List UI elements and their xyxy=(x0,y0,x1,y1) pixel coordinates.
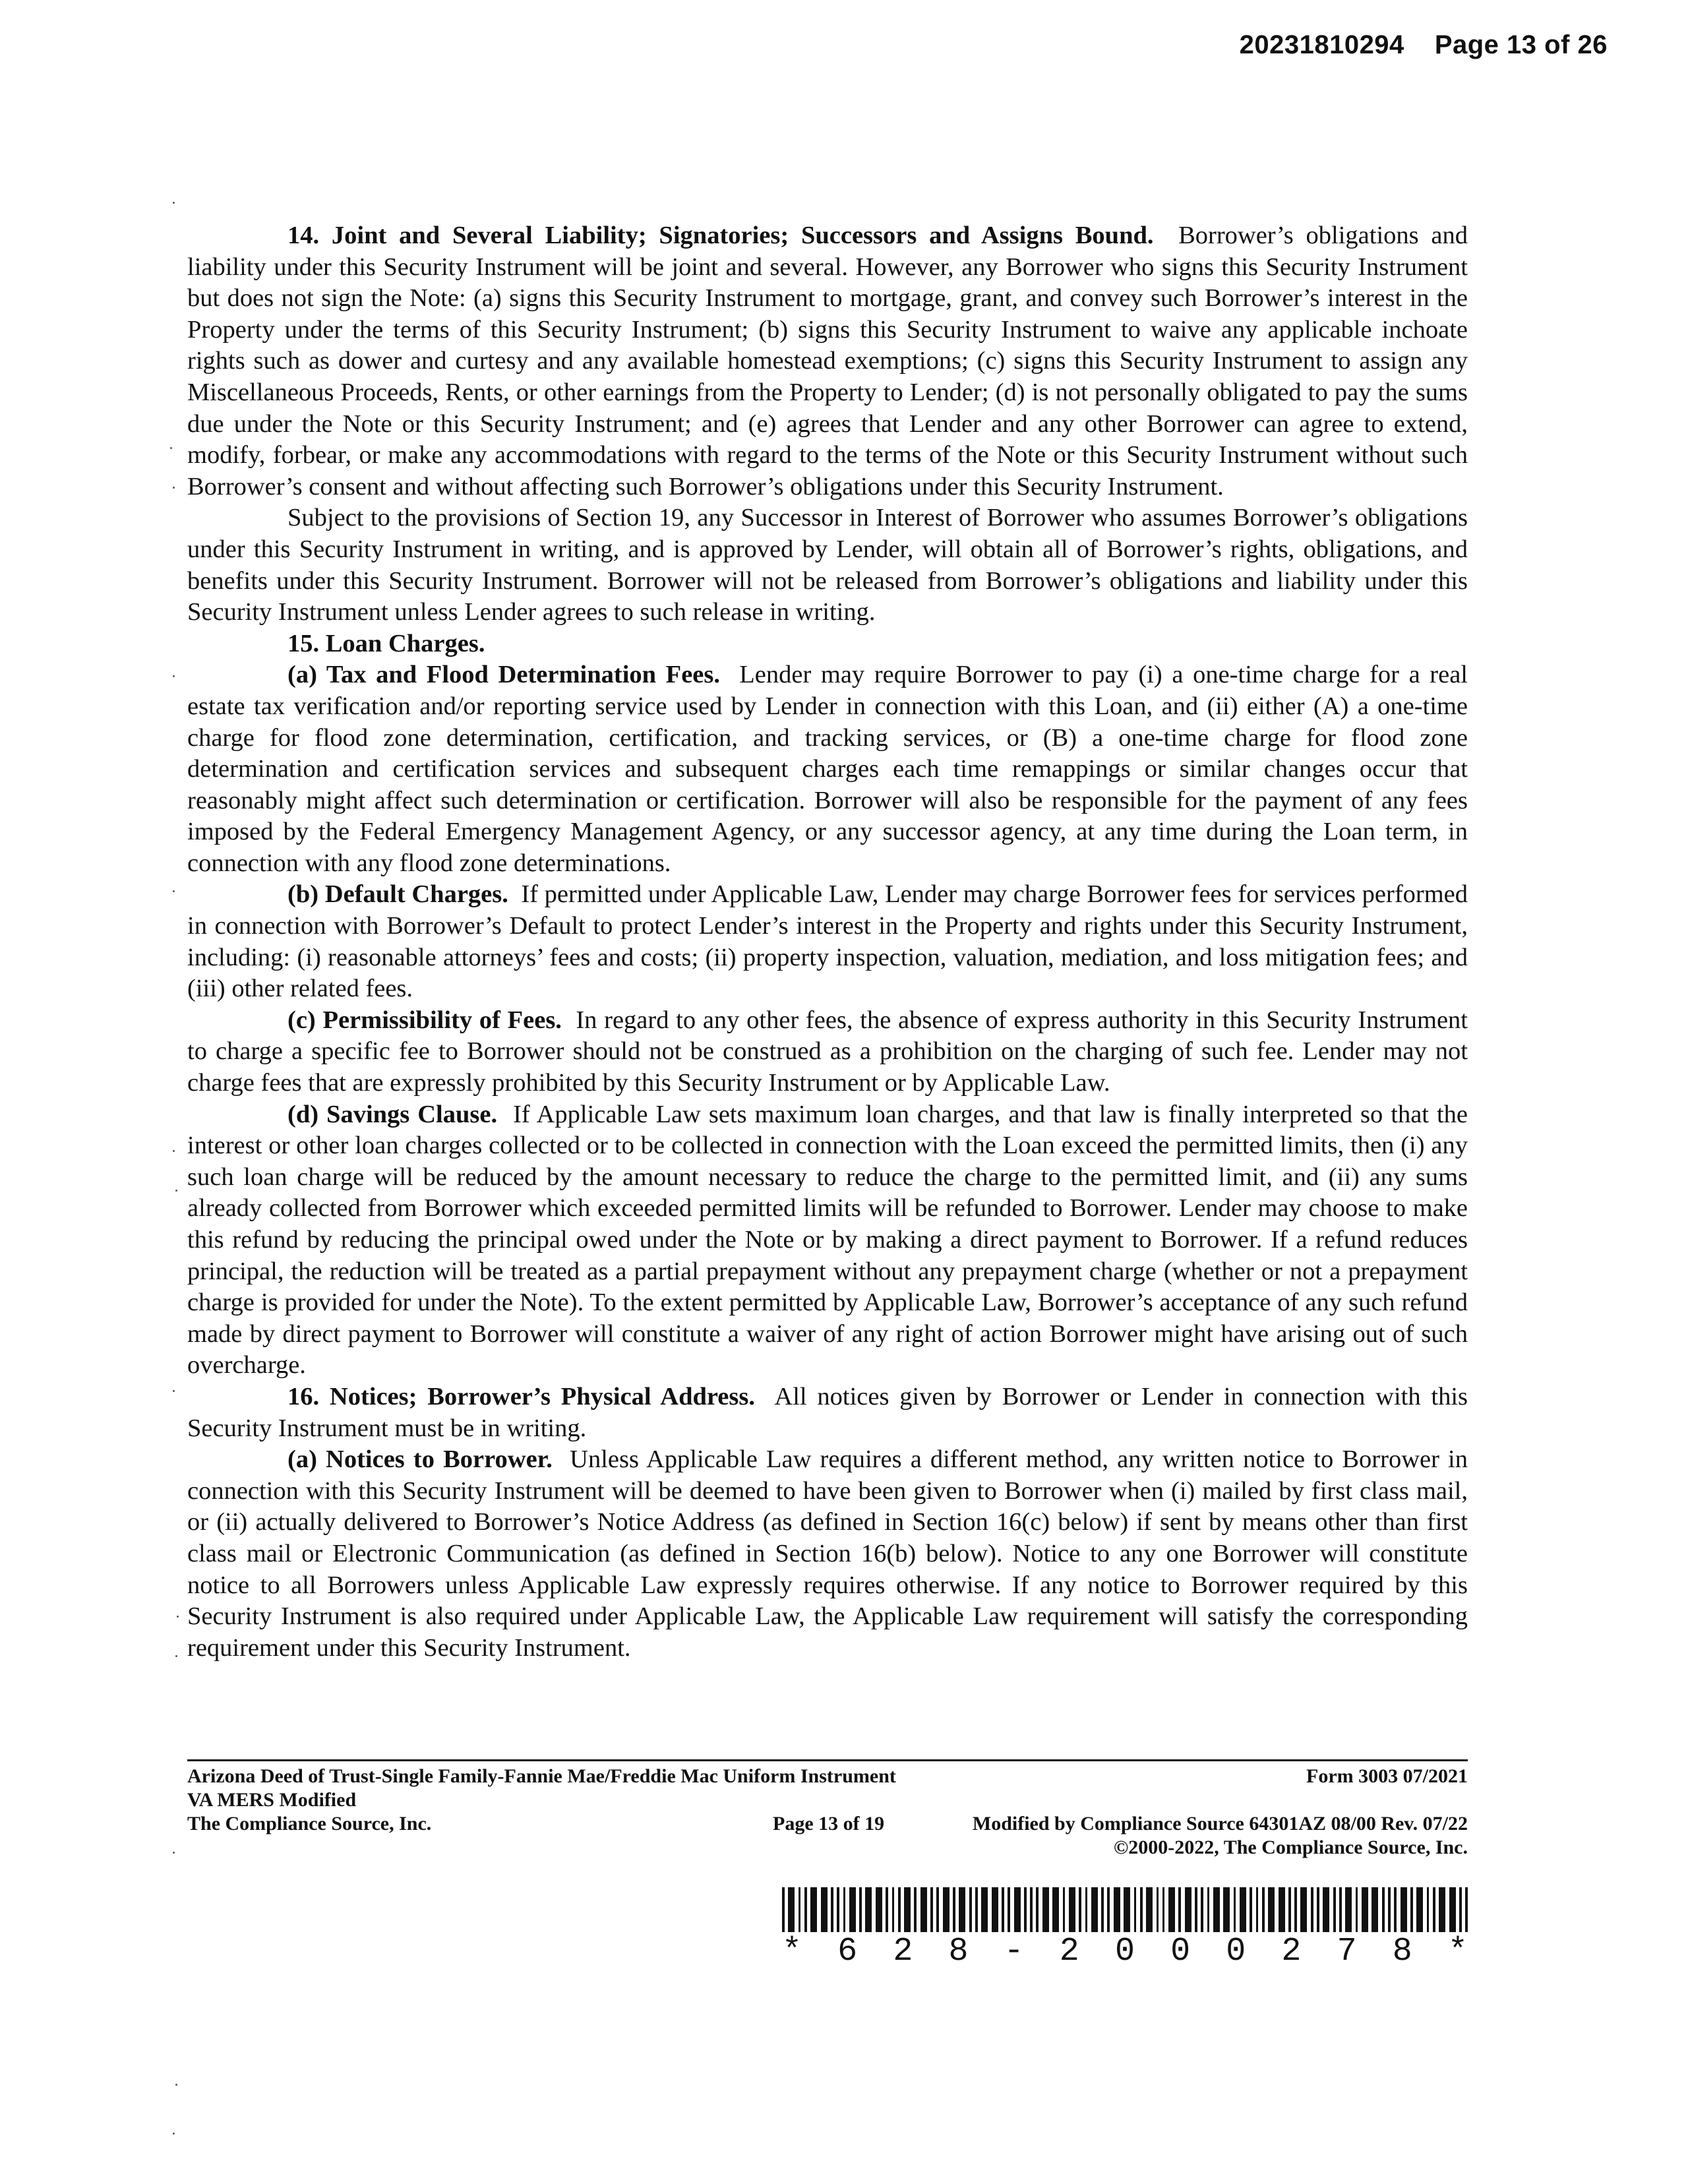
barcode-bar xyxy=(1185,1887,1191,1932)
barcode-bar xyxy=(1014,1887,1021,1932)
barcode-bar xyxy=(904,1887,911,1932)
footer-form-title: Arizona Deed of Trust-Single Family-Fannie Mae/Freddie Mac Uniform Instrument xyxy=(187,1765,896,1787)
barcode-bar xyxy=(1311,1887,1313,1932)
section-14-heading: 14. Joint and Several Liability; Signatories; Successors and Assigns Bound. xyxy=(287,222,1154,249)
barcode-bar xyxy=(843,1887,846,1932)
barcode-bar xyxy=(1449,1887,1456,1932)
section-14-paragraph-1 xyxy=(187,220,1468,502)
barcode-bar xyxy=(1091,1887,1098,1932)
barcode-bar xyxy=(876,1887,882,1932)
barcode-bar xyxy=(975,1887,978,1932)
barcode-bar xyxy=(1372,1887,1378,1932)
barcode-character: 2 xyxy=(1281,1933,1302,1970)
scan-speck xyxy=(175,1655,177,1657)
barcode-bar xyxy=(886,1887,888,1932)
barcode-bar xyxy=(981,1887,988,1932)
recording-number: 20231810294 xyxy=(1239,30,1404,59)
barcode-bar xyxy=(1388,1887,1391,1932)
barcode-bar xyxy=(1362,1887,1368,1932)
barcode-character: 0 xyxy=(1170,1933,1191,1970)
barcode-character: 0 xyxy=(1226,1933,1246,1970)
section-15d-paragraph xyxy=(187,1099,1468,1381)
barcode-bar xyxy=(943,1887,950,1932)
barcode-bar xyxy=(959,1887,965,1932)
barcode-bar xyxy=(992,1887,998,1932)
barcode-bar xyxy=(1162,1887,1165,1932)
barcode-bar xyxy=(1323,1887,1329,1932)
barcode-bar xyxy=(1079,1887,1081,1932)
barcode-bar xyxy=(1339,1887,1342,1932)
barcode-bar xyxy=(1294,1887,1297,1932)
barcode-bar xyxy=(892,1887,895,1932)
barcode-character: 2 xyxy=(893,1933,913,1970)
barcode-bar xyxy=(1063,1887,1066,1932)
section-15-heading-paragraph xyxy=(187,628,1468,660)
barcode-bar xyxy=(1234,1887,1236,1932)
barcode-bar xyxy=(1401,1887,1407,1932)
recording-page-number: Page 13 of 26 xyxy=(1434,30,1608,59)
barcode xyxy=(782,1887,1468,1932)
footer-divider xyxy=(187,1759,1468,1761)
barcode-bar xyxy=(1052,1887,1059,1932)
barcode-bar xyxy=(1279,1887,1285,1932)
footer-company: The Compliance Source, Inc. xyxy=(187,1813,432,1835)
barcode-bar xyxy=(1356,1887,1358,1932)
barcode-bar xyxy=(1024,1887,1027,1932)
barcode-bar xyxy=(859,1887,862,1932)
section-15c-text: In regard to any other fees, the absence of express authority in this Security Instrument to charge a specific fee to Borrower should not be construed as a prohibition on the charging of such fee. Lender may not charge fees that are expressly prohibited by this Security Instrument or by Applicable Law. xyxy=(187,1006,1468,1097)
scan-speck xyxy=(173,890,175,892)
barcode-bar xyxy=(788,1887,795,1932)
section-16-heading: 16. Notices; Borrower’s Physical Address. xyxy=(287,1382,755,1410)
barcode-character: 8 xyxy=(948,1933,969,1970)
section-15d-heading: (d) Savings Clause. xyxy=(287,1100,498,1128)
section-15-heading: 15. Loan Charges. xyxy=(287,629,485,657)
section-16-text: All notices given by Borrower or Lender in connection with this Security Instrument must be in writing. xyxy=(187,1382,1468,1442)
barcode-character: 2 xyxy=(1059,1933,1079,1970)
section-14-text: Borrower’s obligations and liability under this Security Instrument will be joint and several. However, any Borrower who signs this Security Instrument but does not sign the Note: (a) signs this Security Instrument to mortgage, grant, and convey such Borrower’s interest in the Property under the terms of this Security Instrument; (b) signs this Security Instrument to waive any applicable inchoate rights such as dower and curtesy and any available homestead exemptions; (c) signs this Security Instrument to assign any Miscellaneous Proceeds, Rents, or other earnings from the Property to Lender; (d) is not personally obligated to pay the sums due under the Note or this Security Instrument; and (e) agrees that Lender and any other Borrower can agree to extend, modify, forbear, or make any accommodations with regard to the terms of the Note or this Security Instrument without such Borrower’s consent and without affecting such Borrower’s obligations under this Security Instrument. xyxy=(187,222,1468,501)
barcode-bar xyxy=(1268,1887,1275,1932)
scan-speck xyxy=(173,202,175,204)
scan-speck xyxy=(173,1390,175,1392)
barcode-bar xyxy=(1178,1887,1181,1932)
footer-copyright: ©2000-2022, The Compliance Source, Inc. xyxy=(1113,1836,1468,1858)
scan-speck xyxy=(173,1852,175,1854)
barcode-character: * xyxy=(782,1933,802,1970)
barcode-bar xyxy=(1002,1887,1004,1932)
barcode-bar xyxy=(821,1887,828,1932)
barcode-bar xyxy=(810,1887,817,1932)
barcode-bar xyxy=(1439,1887,1445,1932)
barcode-bar xyxy=(1157,1887,1159,1932)
barcode-bar xyxy=(1262,1887,1265,1932)
section-15b-paragraph xyxy=(187,879,1468,1004)
barcode-bar xyxy=(1085,1887,1088,1932)
barcode-bar xyxy=(799,1887,801,1932)
scan-speck xyxy=(170,447,172,449)
section-15c-paragraph xyxy=(187,1005,1468,1099)
barcode-bar xyxy=(920,1887,927,1932)
barcode-bar xyxy=(1300,1887,1307,1932)
barcode-character: 0 xyxy=(1114,1933,1135,1970)
scan-speck xyxy=(173,1150,175,1152)
barcode-bar xyxy=(1030,1887,1033,1932)
barcode-bar xyxy=(1345,1887,1352,1932)
barcode-bar xyxy=(1213,1887,1220,1932)
barcode-bar xyxy=(1410,1887,1413,1932)
barcode-bar xyxy=(1195,1887,1197,1932)
barcode-bar xyxy=(1382,1887,1385,1932)
document-body xyxy=(187,220,1468,1664)
barcode-bar xyxy=(1288,1887,1291,1932)
section-15a-heading: (a) Tax and Flood Determination Fees. xyxy=(287,661,720,689)
section-15a-paragraph xyxy=(187,659,1468,879)
barcode-character: 6 xyxy=(837,1933,858,1970)
section-15d-text: If Applicable Law sets maximum loan charges, and that law is finally interpreted so that the interest or other loan charges collected or to be collected in connection with the Loan exceed the permitted limits, then (i) any such loan charge will be reduced by the amount necessary to reduce the charge to the permitted limit, and (ii) any sums already collected from Borrower which exceeded permitted limits will be refunded to Borrower. Lender may choose to make this refund by reducing the principal owed under the Note or by making a direct payment to Borrower. If a refund reduces principal, the reduction will be treated as a partial prepayment without any prepayment charge (whether or not a prepayment charge is provided for under the Note). To the extent permitted by Applicable Law, Borrower’s acceptance of any such refund made by direct payment to Borrower will constitute a waiver of any right of action Borrower might have arising out of such overcharge. xyxy=(187,1100,1468,1380)
barcode-bar xyxy=(930,1887,933,1932)
scan-speck xyxy=(177,1616,179,1618)
barcode-bar xyxy=(1433,1887,1435,1932)
footer-page-number: Page 13 of 19 xyxy=(773,1813,885,1835)
barcode-bar xyxy=(804,1887,807,1932)
barcode-bar xyxy=(1223,1887,1230,1932)
barcode-bar xyxy=(914,1887,917,1932)
barcode-bar xyxy=(1008,1887,1010,1932)
barcode-bar xyxy=(898,1887,901,1932)
footer-form-number: Form 3003 07/2021 xyxy=(1306,1765,1468,1787)
barcode-bar xyxy=(837,1887,839,1932)
barcode-bar xyxy=(969,1887,972,1932)
section-16a-text: Unless Applicable Law requires a different method, any written notice to Borrower in connection with this Security Instrument will be deemed to have been given to Borrower when (i) mailed by first class mail, or (ii) actually delivered to Borrower’s Notice Address (as defined in Section 16(c) below) if sent by means other than first class mail or Electronic Communication (as defined in Section 16(b) below). Notice to any one Borrower will constitute notice to all Borrowers unless Applicable Law expressly requires otherwise. If any notice to Borrower required by this Security Instrument is also required under Applicable Law, the Applicable Law requirement will satisfy the corresponding requirement under this Security Instrument. xyxy=(187,1445,1468,1662)
barcode-character: * xyxy=(1447,1933,1468,1970)
scan-speck xyxy=(173,487,175,489)
barcode-bar xyxy=(1036,1887,1039,1932)
barcode-bar xyxy=(1250,1887,1252,1932)
barcode-bar xyxy=(1069,1887,1075,1932)
barcode-bar xyxy=(1140,1887,1143,1932)
section-16a-paragraph xyxy=(187,1444,1468,1664)
section-14-successors-text: Subject to the provisions of Section 19, any Successor in Interest of Borrower who assumes Borrower’s obligations under this Security Instrument in writing, and is approved by Lender, will obtain all of Borrower’s rights, obligations, and benefits under this Security Instrument. Borrower will not be released from Borrower’s obligations and liability under this Security Instrument unless Lender agrees to such release in writing. xyxy=(187,504,1468,626)
barcode-bar xyxy=(865,1887,872,1932)
barcode-bar xyxy=(1201,1887,1203,1932)
section-15c-heading: (c) Permissibility of Fees. xyxy=(287,1006,562,1034)
barcode-bar xyxy=(782,1887,785,1932)
footer-modification-info xyxy=(973,1812,1468,1860)
barcode-bar xyxy=(1101,1887,1104,1932)
section-15a-text: Lender may require Borrower to pay (i) a one-time charge for a real estate tax verification and/or reporting service used by Lender in connection with this Loan, and (ii) either (A) a one-time charge for flood zone determination, certification, and tracking services, or (B) a one-time charge for flood zone determination and certification services and subsequent charges each time remappings or similar changes occur that reasonably might affect such determination or certification. Borrower will also be responsible for the payment of any fees imposed by the Federal Emergency Management Agency, or any successor agency, at any time during the Loan term, in connection with any flood zone determinations. xyxy=(187,661,1468,877)
barcode-bar xyxy=(1333,1887,1336,1932)
scan-speck xyxy=(173,2133,175,2135)
barcode-bar xyxy=(1207,1887,1210,1932)
barcode-bar xyxy=(953,1887,955,1932)
section-15b-heading: (b) Default Charges. xyxy=(287,880,508,909)
barcode-bar xyxy=(1107,1887,1110,1932)
barcode-bar xyxy=(936,1887,939,1932)
section-15b-text: If permitted under Applicable Law, Lender may charge Borrower fees for services performed in connection with Borrower’s Default to protect Lender’s interest in the Property and rights under this Security Instrument, including: (i) reasonable attorneys’ fees and costs; (ii) property inspection, valuation, mediation, and loss mitigation fees; and (iii) other related fees. xyxy=(187,880,1468,1003)
barcode-character: 8 xyxy=(1392,1933,1412,1970)
footer-modification: VA MERS Modified xyxy=(187,1789,357,1811)
barcode-bar xyxy=(1394,1887,1397,1932)
scan-speck xyxy=(173,675,175,677)
barcode-bar xyxy=(1114,1887,1120,1932)
barcode-bar xyxy=(1465,1887,1468,1932)
barcode-bar xyxy=(1124,1887,1130,1932)
barcode-bar xyxy=(1042,1887,1049,1932)
scan-speck xyxy=(175,2084,177,2086)
barcode-character: 7 xyxy=(1337,1933,1357,1970)
recording-header xyxy=(1240,30,1608,60)
barcode-bar xyxy=(831,1887,833,1932)
barcode-bar xyxy=(1459,1887,1462,1932)
barcode-bar xyxy=(1416,1887,1423,1932)
barcode-text xyxy=(782,1932,1468,1972)
barcode-bar xyxy=(1240,1887,1246,1932)
barcode-bar xyxy=(1256,1887,1259,1932)
barcode-bar xyxy=(1134,1887,1137,1932)
barcode-bar xyxy=(849,1887,856,1932)
barcode-bar xyxy=(1168,1887,1175,1932)
section-16-paragraph xyxy=(187,1381,1468,1444)
barcode-bar xyxy=(1427,1887,1430,1932)
scan-speck xyxy=(175,1190,177,1192)
barcode-bar xyxy=(1317,1887,1319,1932)
footer-modified-by: Modified by Compliance Source 64301AZ 08/00 Rev. 07/22 xyxy=(972,1813,1468,1835)
barcode-bar xyxy=(1146,1887,1153,1932)
section-14-paragraph-2 xyxy=(187,502,1468,628)
section-16a-heading: (a) Notices to Borrower. xyxy=(287,1445,553,1474)
barcode-character: - xyxy=(1004,1933,1024,1970)
